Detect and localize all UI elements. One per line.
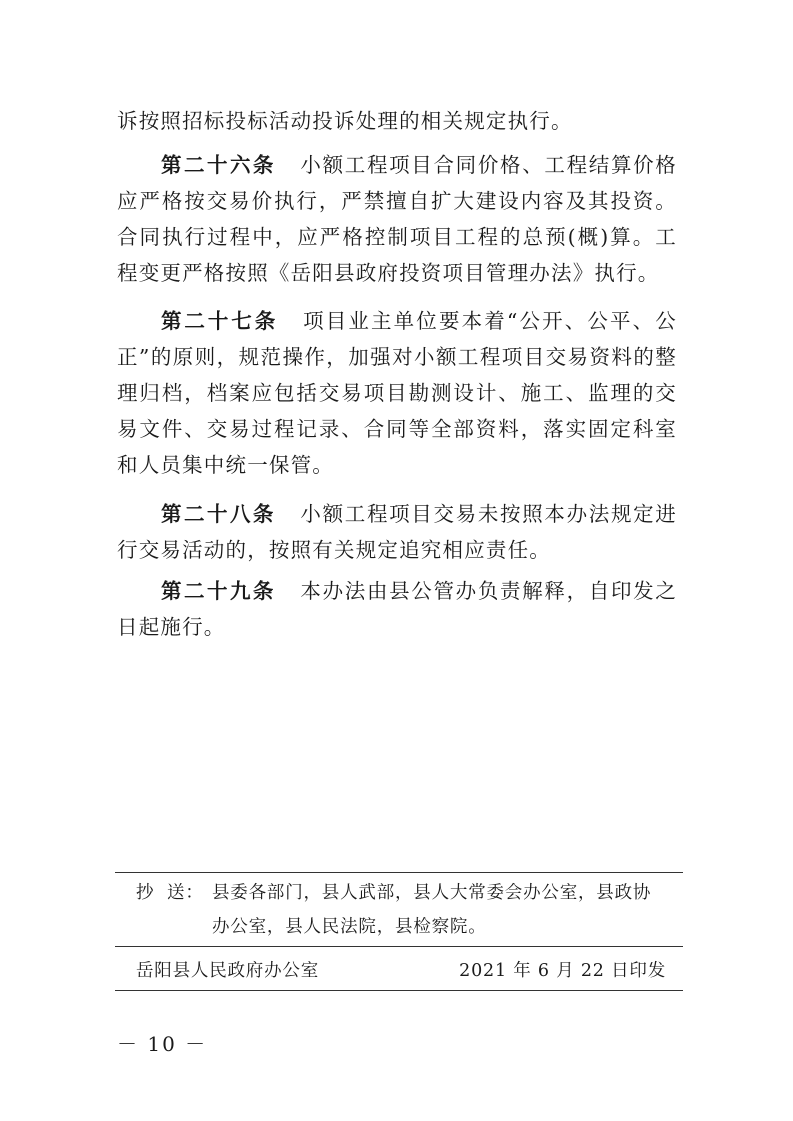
article-text: 小额工程项目合同价格、工程结算价格应严格按交易价执行，严禁擅自扩大建设内容及其投资。合同执行过程中，应严格控制项目工程的总预(概)算。工程变更严格按照《岳阳县政府投资项目管理办法》执行。 <box>117 153 678 285</box>
article-text: 小额工程项目交易未按照本办法规定进行交易活动的，按照有关规定追究相应责任。 <box>117 502 678 562</box>
cc-label: 抄 送： <box>136 883 204 903</box>
article-text: 项目业主单位要本着“公开、公平、公正”的原则，规范操作，加强对小额工程项目交易资料的整理归档，档案应包括交易项目勘测设计、施工、监理的交易文件、交易过程记录、合同等全部资料，落实固定科室和人员集中统一保管。 <box>117 309 677 477</box>
article-heading: 第二十六条 <box>161 153 276 177</box>
article-heading: 第二十八条 <box>161 502 276 526</box>
cc-recipients-2: 办公室，县人民法院，县检察院。 <box>212 917 487 937</box>
article-28 <box>117 496 677 568</box>
page-number: － 10 － <box>117 1032 208 1056</box>
divider-top <box>115 872 683 873</box>
paragraph-continuation <box>117 103 677 139</box>
cc-line-2 <box>136 910 666 944</box>
paragraph-text: 诉按照招标投标活动投诉处理的相关规定执行。 <box>117 109 573 133</box>
article-26 <box>117 147 677 291</box>
issue-row <box>136 956 666 986</box>
divider-bottom <box>115 990 683 991</box>
issuer: 岳阳县人民政府办公室 <box>136 961 319 981</box>
article-heading: 第二十七条 <box>161 309 279 333</box>
issue-date: 2021 年 6 月 22 日印发 <box>459 961 666 981</box>
article-27 <box>117 303 677 483</box>
article-heading: 第二十九条 <box>161 579 276 603</box>
cc-block <box>136 876 666 944</box>
divider-middle <box>115 946 683 947</box>
cc-recipients-1: 县委各部门，县人武部，县人大常委会办公室，县政协 <box>212 883 652 903</box>
article-text: 本办法由县公管办负责解释，自印发之日起施行。 <box>117 579 678 639</box>
cc-line-1 <box>136 876 666 910</box>
article-29 <box>117 573 677 645</box>
